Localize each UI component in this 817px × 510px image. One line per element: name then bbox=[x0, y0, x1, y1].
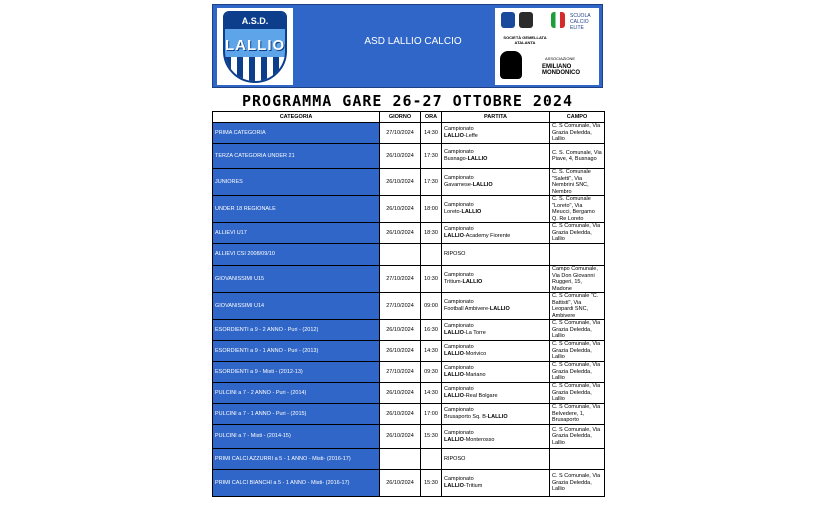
cell-campo: C. S Comunale, Via Grazia Deledda, Lallio bbox=[550, 123, 605, 144]
match-teams bbox=[444, 182, 547, 189]
cell-giorno: 26/10/2024 bbox=[380, 169, 421, 196]
cell-ora: 14:30 bbox=[421, 341, 442, 362]
cell-partita bbox=[442, 223, 550, 244]
cell-giorno: 27/10/2024 bbox=[380, 293, 421, 320]
cell-giorno: 26/10/2024 bbox=[380, 223, 421, 244]
cell-ora: 15:30 bbox=[421, 470, 442, 497]
cell-categoria: JUNIORES bbox=[213, 169, 380, 196]
competition-label: Campionato bbox=[444, 149, 474, 155]
col-header-categoria: CATEGORIA bbox=[213, 112, 380, 123]
table-row bbox=[213, 123, 605, 144]
scuola-elite-text: SCUOLA CALCIO ELITE bbox=[570, 13, 591, 31]
cell-ora: 17:30 bbox=[421, 169, 442, 196]
match-teams bbox=[444, 483, 547, 490]
team-separator: - bbox=[463, 351, 466, 357]
mondonico-portrait-icon bbox=[500, 51, 522, 79]
logo-stripes bbox=[225, 57, 285, 81]
home-team: LALLIO bbox=[444, 483, 464, 489]
cell-campo: C. S Comunale, Via Grazia Deledda, Lallio bbox=[550, 320, 605, 341]
cell-giorno bbox=[380, 449, 421, 470]
cell-campo bbox=[550, 449, 605, 470]
cell-campo bbox=[550, 244, 605, 266]
cell-categoria: PRIMI CALCI AZZURRI a 5 - 1 ANNO - Misti- (2016-17) bbox=[213, 449, 380, 470]
cell-categoria: PULCINI a 7 - 2 ANNO - Puri - (2014) bbox=[213, 383, 380, 404]
cell-campo: C. S. Comunale, Via Piave, 4, Busnago bbox=[550, 144, 605, 169]
home-team: LALLIO bbox=[444, 351, 464, 357]
match-teams bbox=[444, 330, 547, 337]
cell-categoria: ESORDIENTI a 9 - 1 ANNO - Puri - (2013) bbox=[213, 341, 380, 362]
competition-label: Campionato bbox=[444, 429, 474, 436]
cell-giorno: 26/10/2024 bbox=[380, 341, 421, 362]
home-team: Football Ambivere bbox=[444, 306, 489, 312]
match-teams bbox=[444, 209, 547, 216]
competition-label: Campionato bbox=[444, 202, 474, 208]
away-team: Mariano bbox=[465, 372, 486, 378]
cell-campo: C. S Comunale, Via Grazia Deledda, Lallio bbox=[550, 223, 605, 244]
cell-ora bbox=[421, 244, 442, 266]
match-teams bbox=[444, 351, 547, 358]
away-team: LALLIO bbox=[487, 414, 508, 420]
table-row bbox=[213, 144, 605, 169]
table-row bbox=[213, 196, 605, 223]
atalanta-badge-icon bbox=[501, 12, 515, 28]
away-team: LALLIO bbox=[472, 182, 493, 188]
cell-partita bbox=[442, 383, 550, 404]
cell-campo: C. S Comunale, Via Grazia Deledda, Lallio bbox=[550, 362, 605, 383]
cell-giorno: 26/10/2024 bbox=[380, 425, 421, 449]
cell-giorno: 26/10/2024 bbox=[380, 404, 421, 425]
team-separator: - bbox=[463, 436, 466, 443]
cell-campo: Campo Comunale, Via Don Giovanni Ruggeri, 15, Madone bbox=[550, 266, 605, 293]
competition-label: Campionato bbox=[444, 272, 474, 278]
competition-label: Campionato bbox=[444, 476, 474, 482]
cell-giorno: 26/10/2024 bbox=[380, 196, 421, 223]
table-header-row bbox=[213, 112, 605, 123]
page-title: PROGRAMMA GARE 26-27 OTTOBRE 2024 bbox=[241, 92, 573, 110]
home-team: LALLIO bbox=[444, 133, 464, 139]
team-separator: - bbox=[460, 279, 463, 285]
mondonico-text: EMILIANO MONDONICO bbox=[542, 64, 580, 76]
home-team: Tritium bbox=[444, 279, 461, 285]
cell-giorno bbox=[380, 244, 421, 266]
table-row bbox=[213, 404, 605, 425]
table-row bbox=[213, 470, 605, 497]
cell-categoria: GIOVANISSIMI U14 bbox=[213, 293, 380, 320]
cell-campo: C. S Comunale, Via Grazia Deledda, Lallio bbox=[550, 470, 605, 497]
cell-ora: 18:00 bbox=[421, 196, 442, 223]
cell-partita bbox=[442, 404, 550, 425]
club-logo bbox=[217, 8, 293, 85]
cell-categoria: PULCINI a 7 - Misti - (2014-15) bbox=[213, 425, 380, 449]
table-row bbox=[213, 425, 605, 449]
cell-campo: C. S Comunale, Via Grazia Deledda, Lallio bbox=[550, 383, 605, 404]
cell-categoria: ESORDIENTI a 9 - 2 ANNO - Puri - (2012) bbox=[213, 320, 380, 341]
cell-ora: 18:30 bbox=[421, 223, 442, 244]
table-row bbox=[213, 266, 605, 293]
cell-ora: 16:30 bbox=[421, 320, 442, 341]
partner-badge-icon bbox=[519, 12, 533, 28]
cell-partita bbox=[442, 144, 550, 169]
away-team: La Torre bbox=[465, 330, 486, 336]
cell-partita bbox=[442, 362, 550, 383]
away-team: Morivico bbox=[465, 351, 487, 357]
table-row bbox=[213, 320, 605, 341]
cell-partita bbox=[442, 470, 550, 497]
table-row bbox=[213, 341, 605, 362]
cell-ora: 17:00 bbox=[421, 404, 442, 425]
cell-giorno: 26/10/2024 bbox=[380, 320, 421, 341]
table-row bbox=[213, 244, 605, 266]
match-schedule-table bbox=[212, 111, 605, 497]
home-team: LALLIO bbox=[444, 372, 464, 378]
col-header-partita: PARTITA bbox=[442, 112, 550, 123]
cell-categoria: GIOVANISSIMI U15 bbox=[213, 266, 380, 293]
col-header-campo: CAMPO bbox=[550, 112, 605, 123]
away-team: Real Bolgare bbox=[465, 393, 498, 399]
home-team: LALLIO bbox=[444, 330, 464, 336]
italy-shield-icon bbox=[551, 12, 565, 28]
cell-ora bbox=[421, 449, 442, 470]
cell-categoria: ESORDIENTI a 9 - Misti - (2012-13) bbox=[213, 362, 380, 383]
partner-logos bbox=[495, 8, 599, 85]
cell-partita bbox=[442, 425, 550, 449]
cell-giorno: 26/10/2024 bbox=[380, 383, 421, 404]
home-team: Brusaporto Sq. B bbox=[444, 414, 486, 420]
competition-label: Campionato bbox=[444, 365, 474, 371]
competition-label: Campionato bbox=[444, 407, 474, 413]
cell-campo: C. S Comunale "C. Battisti", Via Leopardi SNC, Ambivere bbox=[550, 293, 605, 320]
match-teams bbox=[444, 156, 547, 163]
home-team: LALLIO bbox=[444, 436, 464, 443]
cell-giorno: 26/10/2024 bbox=[380, 470, 421, 497]
table-row bbox=[213, 362, 605, 383]
cell-categoria: ALLIEVI CSI 2008/09/10 bbox=[213, 244, 380, 266]
team-separator: - bbox=[488, 306, 490, 312]
cell-campo: C. S Comunale, Via Grazia Deledda, Lallio bbox=[550, 425, 605, 449]
away-team: Monterosso bbox=[465, 436, 495, 443]
cell-categoria: PRIMI CALCI BIANCHI a 5 - 1 ANNO - Misti- (2016-17) bbox=[213, 470, 380, 497]
team-separator: - bbox=[463, 330, 466, 336]
cell-ora: 14:30 bbox=[421, 123, 442, 144]
home-team: Busnago bbox=[444, 156, 466, 162]
associazione-text: ASSOCIAZIONE bbox=[545, 56, 576, 61]
away-team: LALLIO bbox=[461, 209, 482, 215]
competition-label: Campionato bbox=[444, 126, 474, 132]
table-row bbox=[213, 383, 605, 404]
cell-partita bbox=[442, 320, 550, 341]
away-team: Academy Fiorente bbox=[465, 233, 511, 239]
table-row bbox=[213, 449, 605, 470]
competition-label: Campionato bbox=[444, 226, 474, 232]
cell-partita bbox=[442, 341, 550, 362]
team-separator: - bbox=[463, 483, 466, 489]
match-teams bbox=[444, 372, 547, 379]
cell-campo: C. S. Comunale "Loreto", Via Meucci, Bergamo Q. Re Loreto bbox=[550, 196, 605, 223]
cell-partita bbox=[442, 244, 550, 266]
team-separator: - bbox=[463, 372, 466, 378]
cell-categoria: PRIMA CATEGORIA bbox=[213, 123, 380, 144]
club-title: ASD LALLIO CALCIO bbox=[364, 36, 462, 47]
logo-name-text: LALLIO bbox=[225, 36, 286, 54]
cell-partita bbox=[442, 449, 550, 470]
away-team: Leffe bbox=[465, 133, 478, 139]
competition-label: Campionato bbox=[444, 175, 474, 181]
competition-label: Campionato bbox=[444, 344, 474, 350]
cell-giorno: 26/10/2024 bbox=[380, 144, 421, 169]
team-separator: - bbox=[485, 414, 488, 420]
cell-giorno: 27/10/2024 bbox=[380, 362, 421, 383]
cell-campo: C. S. Comunale "Saletti", Via Nembrini SNC, Nembro bbox=[550, 169, 605, 196]
match-teams bbox=[444, 306, 547, 313]
cell-categoria: ALLIEVI U17 bbox=[213, 223, 380, 244]
team-separator: - bbox=[459, 209, 462, 215]
team-separator: - bbox=[470, 182, 473, 188]
cell-categoria: UNDER 18 REGIONALE bbox=[213, 196, 380, 223]
cell-giorno: 27/10/2024 bbox=[380, 123, 421, 144]
cell-categoria: TERZA CATEGORIA UNDER 21 bbox=[213, 144, 380, 169]
table-row bbox=[213, 169, 605, 196]
team-separator: - bbox=[463, 393, 466, 399]
away-team: LALLIO bbox=[467, 156, 488, 162]
col-header-giorno: GIORNO bbox=[380, 112, 421, 123]
cell-partita bbox=[442, 196, 550, 223]
cell-ora: 10:30 bbox=[421, 266, 442, 293]
home-team: Loreto bbox=[444, 209, 460, 215]
cell-partita bbox=[442, 169, 550, 196]
home-team: LALLIO bbox=[444, 233, 464, 239]
cell-giorno: 27/10/2024 bbox=[380, 266, 421, 293]
cell-categoria: PULCINI a 7 - 1 ANNO - Puri - (2015) bbox=[213, 404, 380, 425]
team-separator: - bbox=[463, 133, 466, 139]
cell-partita bbox=[442, 293, 550, 320]
away-team: LALLIO bbox=[462, 279, 483, 285]
match-teams bbox=[444, 279, 547, 286]
competition-label: Campionato bbox=[444, 323, 474, 329]
cell-ora: 09:30 bbox=[421, 362, 442, 383]
match-teams bbox=[444, 233, 547, 240]
table-row bbox=[213, 223, 605, 244]
team-separator: - bbox=[463, 233, 466, 239]
match-teams bbox=[444, 393, 547, 400]
logo-top-text: A.S.D. bbox=[225, 13, 285, 29]
home-team: LALLIO bbox=[444, 393, 464, 399]
match-teams bbox=[444, 437, 547, 444]
header-banner bbox=[212, 4, 603, 88]
table-row bbox=[213, 293, 605, 320]
match-teams bbox=[444, 414, 547, 421]
team-separator: - bbox=[465, 156, 468, 162]
cell-campo: C. S Comunale, Via Belvedere, 1, Brusaporto bbox=[550, 404, 605, 425]
cell-ora: 09:00 bbox=[421, 293, 442, 320]
shield-icon bbox=[223, 11, 287, 83]
cell-partita bbox=[442, 266, 550, 293]
cell-ora: 15:30 bbox=[421, 425, 442, 449]
match-teams bbox=[444, 133, 547, 140]
cell-partita bbox=[442, 123, 550, 144]
cell-ora: 14:30 bbox=[421, 383, 442, 404]
col-header-ora: ORA bbox=[421, 112, 442, 123]
cell-ora: 17:30 bbox=[421, 144, 442, 169]
gemellata-text: SOCIETÀ GEMELLATA ATALANTA bbox=[503, 35, 547, 45]
competition-label: Campionato bbox=[444, 386, 474, 392]
away-team: Tritium bbox=[465, 483, 483, 489]
competition-label: RIPOSO bbox=[444, 455, 466, 462]
cell-campo: C. S Comunale, Via Grazia Deledda, Lallio bbox=[550, 341, 605, 362]
home-team: Gavarnese bbox=[444, 182, 471, 188]
competition-label: Campionato bbox=[444, 299, 474, 305]
competition-label: RIPOSO bbox=[444, 251, 466, 257]
away-team: LALLIO bbox=[489, 306, 510, 312]
